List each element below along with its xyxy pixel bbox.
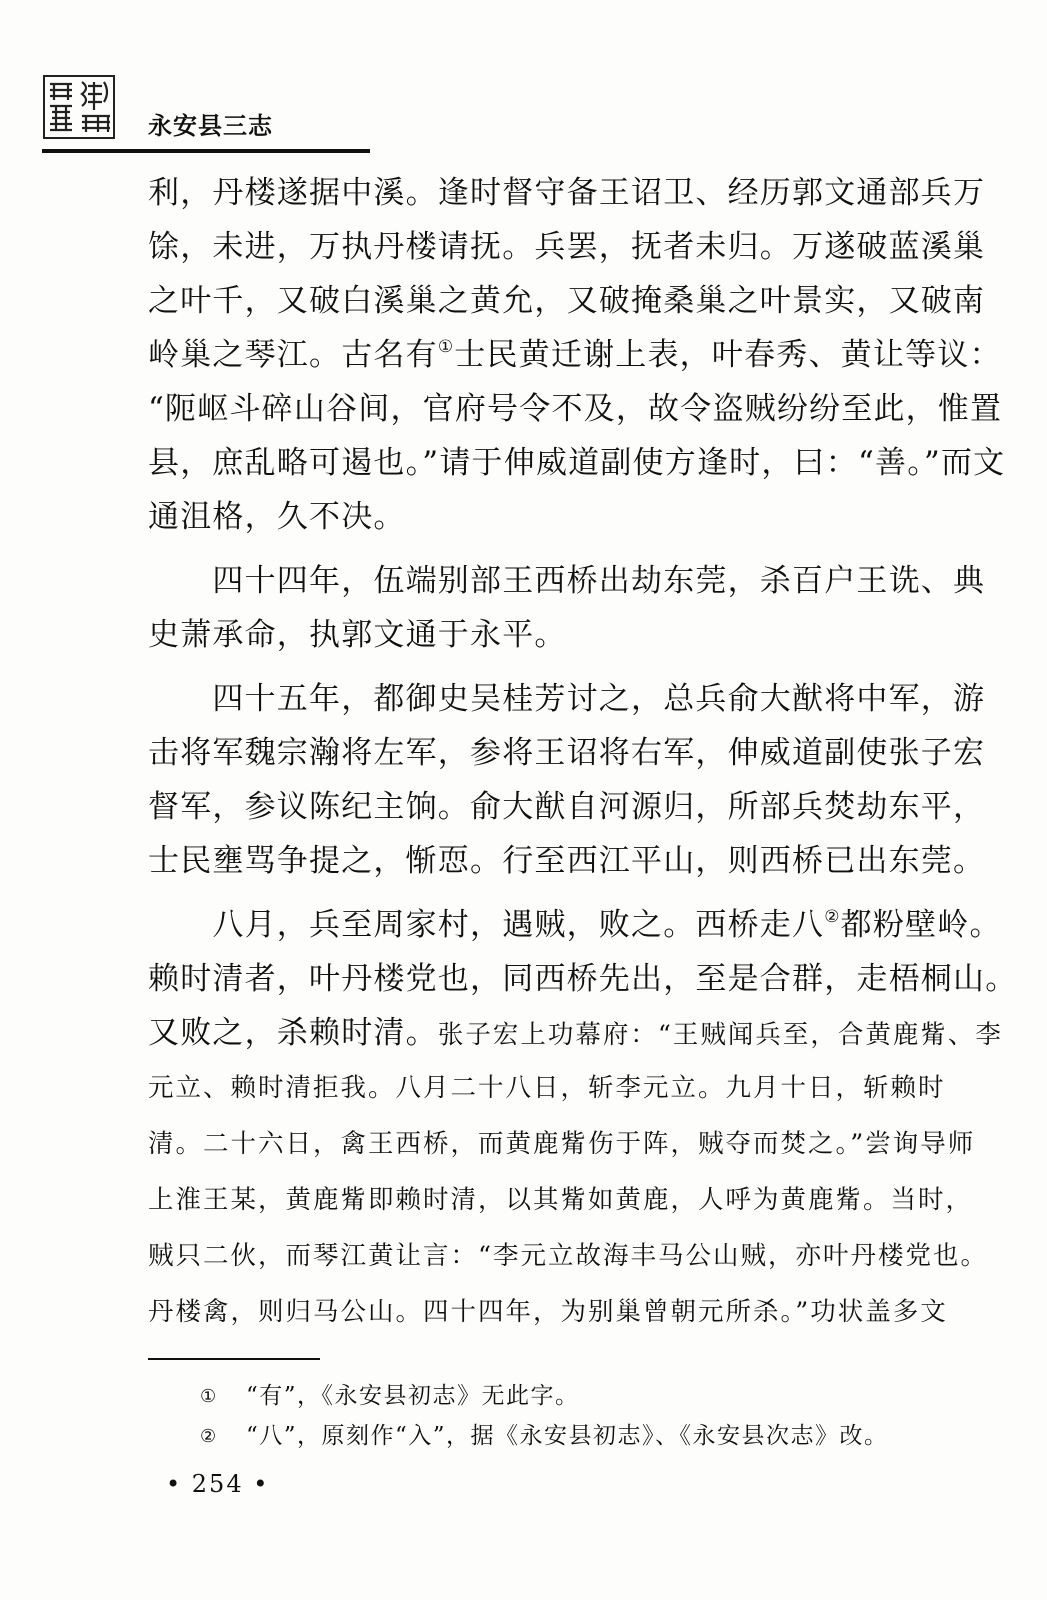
text-line <box>148 328 1002 382</box>
text-run: 士民黄迁谢上表，叶春秀、黄让等议： <box>454 337 1002 373</box>
annotation-line: 上淮王某，黄鹿觜即赖时清，以其觜如黄鹿，人呼为黄鹿觜。当时， <box>148 1185 974 1215</box>
text-line <box>148 898 1002 952</box>
text-run: 都粉壁岭。 <box>840 907 1002 943</box>
header-rule <box>42 149 370 153</box>
text-line: 四十四年，伍端别部王西桥出劫东莞，杀百户王诜、典 <box>148 563 986 599</box>
text-line: 史萧承命，执郭文通于永平。 <box>148 617 567 653</box>
footnotes <box>200 1376 960 1456</box>
text-line: 馀，未进，万执丹楼请抚。兵罢，抚者未归。万遂破蓝溪巢 <box>148 229 986 265</box>
annotation-line: 元立、赖时清拒我。八月二十八日，斩李元立。九月十日，斩赖时 <box>148 1073 946 1103</box>
text-line: 督军，参议陈纪主饷。俞大猷自河源归，所部兵焚劫东平， <box>148 789 986 825</box>
library-seal-icon <box>42 72 116 140</box>
text-line: 赖时清者，叶丹楼党也，同西桥先出，至是合群，走梧桐山。 <box>148 961 1018 997</box>
text-line: 击将军魏宗瀚将左军，参将王诏将右军，伸威道副使张子宏 <box>148 735 986 771</box>
text-line <box>148 1006 1003 1060</box>
annotation-line: 贼只二伙，而琴江黄让言：“李元立故海丰马公山贼，亦叶丹楼党也。 <box>148 1241 989 1271</box>
text-line: 利，丹楼遂据中溪。逢时督守备王诏卫、经历郭文通部兵万 <box>148 175 986 211</box>
footnote-2 <box>200 1416 960 1456</box>
annotation-line: 清。二十六日，禽王西桥，而黄鹿觜伤于阵，贼夺而焚之。”尝询导师 <box>148 1129 976 1159</box>
running-title: 永安县三志 <box>148 112 273 140</box>
text-line: 四十五年，都御史吴桂芳讨之，总兵俞大猷将中军，游 <box>148 681 986 717</box>
footnote-number: ① <box>200 1386 218 1407</box>
text-line: 通沮格，久不决。 <box>148 499 406 535</box>
footnote-text: “八”，原刻作“入”，据《永安县初志》、《永安县次志》改。 <box>246 1423 889 1449</box>
annotation-run: 张子宏上功幕府：“王贼闻兵至，合黄鹿觜、李 <box>437 1020 1003 1050</box>
text-run: 八月，兵至周家村，遇贼，败之。西桥走八 <box>148 907 825 943</box>
text-line: 士民壅骂争提之，惭恧。行至西江平山，则西桥已出东莞。 <box>148 843 986 879</box>
footnote-mark-2[interactable]: ② <box>824 907 841 927</box>
text-run: 又败之，杀赖时清。 <box>148 1015 438 1051</box>
footnote-mark-1[interactable]: ① <box>437 337 455 357</box>
page-number: • 254 • <box>166 1470 270 1498</box>
footnote-rule <box>148 1358 320 1360</box>
footnote-1 <box>200 1376 960 1416</box>
text-run: 岭巢之琴江。古名有 <box>148 337 438 373</box>
text-line: “阨岖斗碎山谷间，官府号令不及，故令盗贼纷纷至此，惟置 <box>148 391 1003 427</box>
text-line: 县，庶乱略可遏也。”请于伸威道副使方逢时，曰：“善。”而文 <box>148 445 1006 481</box>
annotation-line: 丹楼禽，则归马公山。四十四年，为别巢曾朝元所杀。”功状盖多文 <box>148 1297 948 1327</box>
body-text <box>148 166 1018 1340</box>
footnote-number: ② <box>200 1426 218 1447</box>
text-line: 之叶千，又破白溪巢之黄允，又破掩桑巢之叶景实，又破南 <box>148 283 986 319</box>
footnote-text: “有”，《永安县初志》无此字。 <box>246 1383 580 1409</box>
